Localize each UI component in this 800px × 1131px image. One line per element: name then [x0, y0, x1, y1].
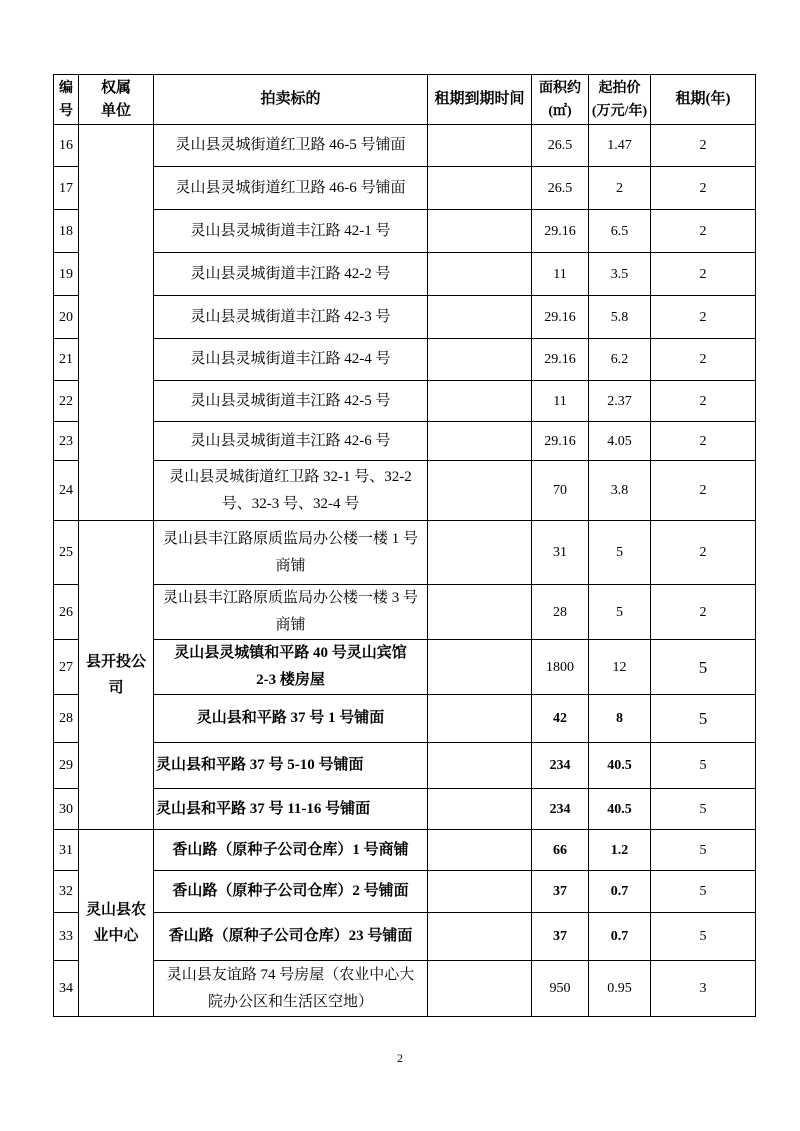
row-number: 31 — [54, 830, 79, 871]
lease-term-value: 5 — [651, 913, 756, 961]
area-value: 29.16 — [532, 210, 589, 253]
table-row — [54, 585, 756, 640]
header-area: 面积约 (㎡) — [532, 75, 589, 125]
row-number: 24 — [54, 461, 79, 521]
area-value: 11 — [532, 253, 589, 296]
table-row — [54, 640, 756, 695]
header-number: 编号 — [54, 75, 79, 125]
start-price-value: 8 — [589, 695, 651, 743]
lease-term-value: 2 — [651, 381, 756, 422]
row-number: 19 — [54, 253, 79, 296]
lease-expiry-cell — [428, 789, 532, 830]
table-row — [54, 461, 756, 521]
owner-name: 灵山县农业中心 — [85, 901, 146, 944]
lease-expiry-cell — [428, 521, 532, 585]
auction-item: 香山路（原种子公司仓库）23 号铺面 — [154, 913, 428, 961]
lease-expiry-cell — [428, 339, 532, 381]
row-number: 18 — [54, 210, 79, 253]
table-row — [54, 422, 756, 461]
lease-term-value: 2 — [651, 296, 756, 339]
lease-term-value: 2 — [651, 339, 756, 381]
header-start-price: 起拍价 (万元/年) — [589, 75, 651, 125]
lease-expiry-cell — [428, 585, 532, 640]
lease-term-value: 5 — [651, 743, 756, 789]
owner-cell — [79, 521, 154, 830]
start-price-value: 12 — [589, 640, 651, 695]
area-value: 234 — [532, 789, 589, 830]
lease-term-value: 5 — [651, 871, 756, 913]
auction-table — [53, 74, 756, 1017]
table-row — [54, 167, 756, 210]
lease-expiry-cell — [428, 381, 532, 422]
lease-term-value: 2 — [651, 167, 756, 210]
area-value: 26.5 — [532, 167, 589, 210]
start-price-value: 4.05 — [589, 422, 651, 461]
auction-item: 灵山县灵城街道丰江路 42-1 号 — [154, 210, 428, 253]
lease-expiry-cell — [428, 461, 532, 521]
lease-expiry-cell — [428, 830, 532, 871]
start-price-value: 2 — [589, 167, 651, 210]
table-header-row — [54, 75, 756, 125]
row-number: 33 — [54, 913, 79, 961]
start-price-value: 1.47 — [589, 125, 651, 167]
lease-expiry-cell — [428, 961, 532, 1017]
lease-term-value: 5 — [651, 695, 756, 743]
area-value: 70 — [532, 461, 589, 521]
lease-expiry-cell — [428, 743, 532, 789]
row-number: 26 — [54, 585, 79, 640]
auction-item: 灵山县灵城街道丰江路 42-5 号 — [154, 381, 428, 422]
start-price-value: 1.2 — [589, 830, 651, 871]
area-value: 29.16 — [532, 422, 589, 461]
table-row — [54, 296, 756, 339]
lease-expiry-cell — [428, 422, 532, 461]
row-number: 16 — [54, 125, 79, 167]
auction-item: 灵山县丰江路原质监局办公楼一楼 1 号 商铺 — [154, 521, 428, 585]
auction-item: 灵山县和平路 37 号 1 号铺面 — [154, 695, 428, 743]
lease-expiry-cell — [428, 913, 532, 961]
row-number: 34 — [54, 961, 79, 1017]
area-value: 1800 — [532, 640, 589, 695]
area-value: 234 — [532, 743, 589, 789]
start-price-value: 0.95 — [589, 961, 651, 1017]
area-value: 37 — [532, 871, 589, 913]
auction-item: 灵山县丰江路原质监局办公楼一楼 3 号 商铺 — [154, 585, 428, 640]
auction-item: 灵山县友谊路 74 号房屋（农业中心大 院办公区和生活区空地） — [154, 961, 428, 1017]
table-row — [54, 830, 756, 871]
table-row — [54, 253, 756, 296]
lease-term-value: 5 — [651, 830, 756, 871]
auction-item: 灵山县和平路 37 号 5-10 号铺面 — [154, 743, 428, 789]
area-value: 31 — [532, 521, 589, 585]
table-row — [54, 743, 756, 789]
table-row — [54, 339, 756, 381]
lease-term-value: 2 — [651, 461, 756, 521]
table-row — [54, 913, 756, 961]
start-price-value: 5.8 — [589, 296, 651, 339]
start-price-value: 5 — [589, 585, 651, 640]
auction-item: 灵山县灵城街道丰江路 42-2 号 — [154, 253, 428, 296]
auction-item: 灵山县灵城街道丰江路 42-4 号 — [154, 339, 428, 381]
start-price-value: 5 — [589, 521, 651, 585]
row-number: 29 — [54, 743, 79, 789]
lease-expiry-cell — [428, 871, 532, 913]
area-value: 29.16 — [532, 339, 589, 381]
row-number: 20 — [54, 296, 79, 339]
start-price-value: 0.7 — [589, 913, 651, 961]
lease-term-value: 2 — [651, 210, 756, 253]
start-price-value: 2.37 — [589, 381, 651, 422]
table-row — [54, 961, 756, 1017]
table-row — [54, 125, 756, 167]
header-lease-expiry: 租期到期时间 — [428, 75, 532, 125]
auction-item: 灵山县灵城镇和平路 40 号灵山宾馆 2-3 楼房屋 — [154, 640, 428, 695]
start-price-value: 6.2 — [589, 339, 651, 381]
row-number: 32 — [54, 871, 79, 913]
lease-term-value: 2 — [651, 422, 756, 461]
area-value: 29.16 — [532, 296, 589, 339]
auction-item: 香山路（原种子公司仓库）1 号商铺 — [154, 830, 428, 871]
auction-item: 灵山县灵城街道红卫路 46-6 号铺面 — [154, 167, 428, 210]
area-value: 66 — [532, 830, 589, 871]
page-number: 2 — [397, 1051, 403, 1065]
lease-term-value: 3 — [651, 961, 756, 1017]
table-row — [54, 210, 756, 253]
lease-term-value: 5 — [651, 640, 756, 695]
header-owner: 权属 单位 — [79, 75, 154, 125]
row-number: 28 — [54, 695, 79, 743]
row-number: 27 — [54, 640, 79, 695]
area-value: 37 — [532, 913, 589, 961]
owner-cell — [79, 830, 154, 1017]
lease-term-value: 2 — [651, 521, 756, 585]
lease-term-value: 2 — [651, 585, 756, 640]
start-price-value: 3.5 — [589, 253, 651, 296]
lease-expiry-cell — [428, 640, 532, 695]
table-row — [54, 871, 756, 913]
owner-name: 县开投公司 — [85, 653, 146, 696]
auction-item: 灵山县灵城街道丰江路 42-3 号 — [154, 296, 428, 339]
owner-cell-empty — [79, 125, 154, 521]
area-value: 26.5 — [532, 125, 589, 167]
row-number: 25 — [54, 521, 79, 585]
area-value: 11 — [532, 381, 589, 422]
start-price-value: 6.5 — [589, 210, 651, 253]
lease-expiry-cell — [428, 253, 532, 296]
auction-item: 灵山县和平路 37 号 11-16 号铺面 — [154, 789, 428, 830]
area-value: 42 — [532, 695, 589, 743]
lease-expiry-cell — [428, 695, 532, 743]
lease-term-value: 2 — [651, 253, 756, 296]
start-price-value: 40.5 — [589, 789, 651, 830]
auction-item: 灵山县灵城街道红卫路 32-1 号、32-2 号、32-3 号、32-4 号 — [154, 461, 428, 521]
auction-item: 灵山县灵城街道红卫路 46-5 号铺面 — [154, 125, 428, 167]
row-number: 21 — [54, 339, 79, 381]
table-row — [54, 695, 756, 743]
row-number: 23 — [54, 422, 79, 461]
start-price-value: 0.7 — [589, 871, 651, 913]
area-value: 28 — [532, 585, 589, 640]
lease-expiry-cell — [428, 210, 532, 253]
table-row — [54, 789, 756, 830]
start-price-value: 3.8 — [589, 461, 651, 521]
auction-item: 香山路（原种子公司仓库）2 号铺面 — [154, 871, 428, 913]
header-lease-term: 租期(年) — [651, 75, 756, 125]
header-auction-item: 拍卖标的 — [154, 75, 428, 125]
lease-term-value: 5 — [651, 789, 756, 830]
lease-term-value: 2 — [651, 125, 756, 167]
lease-expiry-cell — [428, 167, 532, 210]
table-row — [54, 381, 756, 422]
auction-item: 灵山县灵城街道丰江路 42-6 号 — [154, 422, 428, 461]
row-number: 22 — [54, 381, 79, 422]
lease-expiry-cell — [428, 125, 532, 167]
start-price-value: 40.5 — [589, 743, 651, 789]
table-row — [54, 521, 756, 585]
lease-expiry-cell — [428, 296, 532, 339]
area-value: 950 — [532, 961, 589, 1017]
row-number: 17 — [54, 167, 79, 210]
row-number: 30 — [54, 789, 79, 830]
